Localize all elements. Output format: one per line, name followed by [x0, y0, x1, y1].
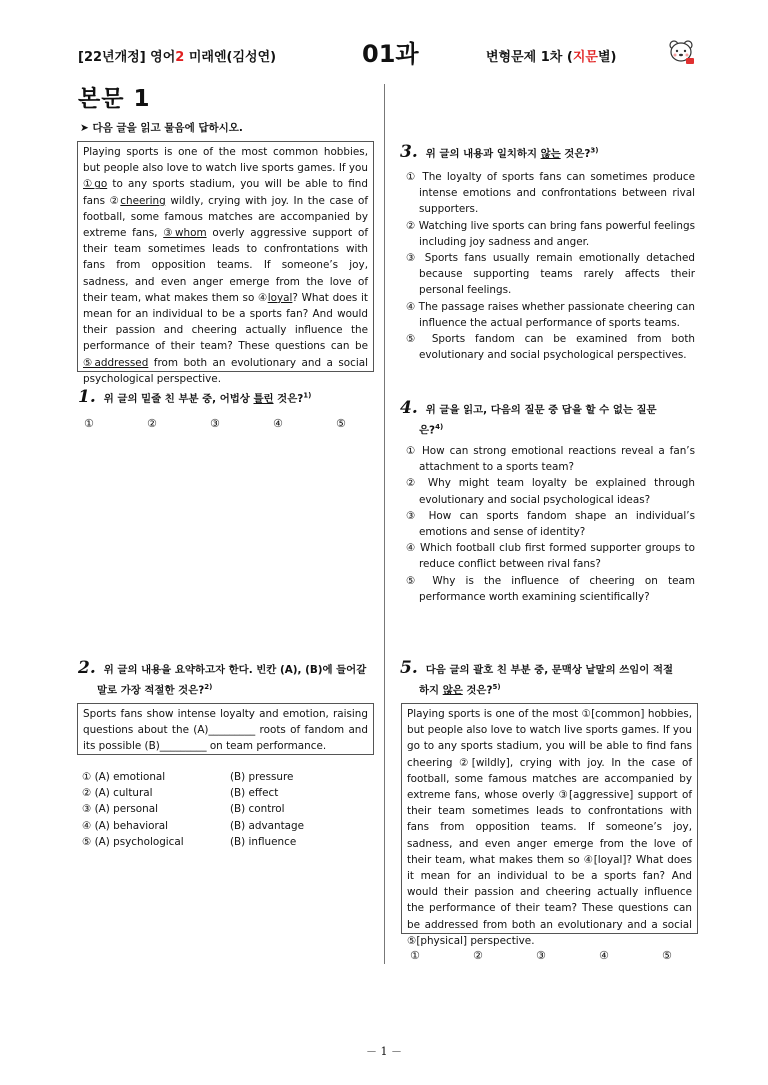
q5-passage: Playing sports is one of the most ①[common] hobbies, but people also love to watch live sports games. If you go to any sports stadium, you will be able to find fans cheering ②[wildly], crying with joy. In the case of football, some famous matches are accompanied by extreme fans, whose overly ③[aggressive] support of their team sometimes leads to confrontations with fans from opposition teams. If someone’s joy, sadness, and even anger emerge from the love of their team, what makes them so ④[loyal]? What does it mean for an individual to be a sports fan? And would their passion and cheering actually influence the performance of their team? These questions can be addressed from both an evolutionary and a social ⑤[physical] perspective. — [401, 703, 698, 934]
option-row[interactable]: ⑤ (A) psychological (B) influence — [82, 835, 297, 848]
main-passage: Playing sports is one of the most common hobbies, but people also love to watch live sports games. If you ①go to any sports stadium, you will be able to find fans ②cheering wildly, crying with joy. In the case of football, some famous matches are accompanied by extreme fans, ③whom overly aggressive support of their team sometimes leads to confrontations with fans from opposition teams. If someone’s joy, sadness, and even anger emerge from the love of their team, what makes them so ④loyal? What does it mean for an individual to be a sports fan? And would their passion and cheering actually influence the performance of their team? These questions can be ⑤addressed from both an evolutionary and a social psychological perspective. — [77, 141, 374, 372]
choice[interactable]: ① — [84, 417, 94, 430]
choice[interactable]: ④ — [273, 417, 283, 430]
choice[interactable]: ② — [473, 949, 483, 962]
option-row[interactable]: ③ (A) personal (B) control — [82, 803, 285, 816]
column-divider — [384, 84, 385, 964]
underline-3: ③whom — [163, 227, 207, 240]
choice[interactable]: ① — [410, 949, 420, 962]
header-book-info: [22년개정] 영어2 미래엔(김성연) — [78, 50, 277, 65]
q2-summary-box: Sports fans show intense loyalty and emotion, raising questions about the (A)_________ roots of fandom and its possible (B)_________ on team performance. — [77, 703, 374, 755]
page-header — [78, 40, 692, 70]
option[interactable]: ③ Sports fans usually remain emotionally detached because supporting teams rarely affects their personal feelings. — [406, 252, 695, 297]
option-row[interactable]: ② (A) cultural (B) effect — [82, 787, 279, 800]
question-3: 3. 위 글의 내용과 일치하지 않는 것은?$^{3)}$ — [400, 142, 599, 163]
question-5: 5. 다음 글의 괄호 친 부분 중, 문맥상 낱말의 쓰임이 적절 하지 않은 것은?$^{5)}$ — [400, 658, 674, 697]
underline-4: loyal — [267, 291, 293, 304]
option[interactable]: ④ The passage raises whether passionate cheering can influence the actual performance of sports teams. — [406, 300, 695, 329]
question-2: 2. 위 글의 내용을 요약하고자 한다. 빈칸 (A), (B)에 들어갈 말로 가장 적절한 것은?$^{2)}$ — [78, 658, 367, 697]
option[interactable]: ① How can strong emotional reactions reveal a fan’s attachment to a sports team? — [406, 445, 695, 474]
bear-mascot-icon — [666, 36, 696, 66]
lesson-title: 01과 — [362, 40, 419, 68]
q1-choices — [84, 417, 399, 430]
option[interactable]: ③ How can sports fandom shape an individual’s emotions and sense of identity? — [406, 509, 695, 539]
choice[interactable]: ④ — [599, 949, 609, 962]
page-number: － 1 － — [366, 1045, 402, 1058]
section-title: 본문 1 — [78, 86, 151, 112]
choice[interactable]: ③ — [536, 949, 546, 962]
q4-options — [406, 443, 695, 605]
underline-2: cheering — [120, 194, 166, 207]
header-test-type: 변형문제 1차 (지문별) — [486, 50, 617, 65]
instruction: ➤ 다음 글을 읽고 물음에 답하시오. — [80, 122, 243, 134]
question-1: 1. 위 글의 밑줄 친 부분 중, 어법상 틀린 것은?$^{1)}$ — [78, 387, 312, 408]
underline-1: ①go — [83, 178, 108, 191]
option[interactable]: ② Why might team loyalty be explained through evolutionary and social psychological ideas? — [406, 477, 695, 506]
choice[interactable]: ② — [147, 417, 157, 430]
underline-5: ⑤addressed — [83, 356, 149, 369]
question-4: 4. 위 글을 읽고, 다음의 질문 중 답을 할 수 없는 질문 은?$^{4)}$ — [400, 398, 657, 437]
choice[interactable]: ③ — [210, 417, 220, 430]
choice[interactable]: ⑤ — [336, 417, 346, 430]
option-row[interactable]: ④ (A) behavioral (B) advantage — [82, 819, 305, 832]
q3-options — [406, 169, 695, 363]
option[interactable]: ① The loyalty of sports fans can sometimes produce intense emotions and confrontations between rival supporters. — [406, 171, 695, 216]
q2-options — [82, 769, 304, 850]
q5-choices — [410, 949, 725, 962]
option-row[interactable]: ① (A) emotional (B) pressure — [82, 771, 294, 783]
option[interactable]: ② Watching live sports can bring fans powerful feelings including joy sadness and anger. — [406, 219, 695, 248]
option[interactable]: ⑤ Why is the influence of cheering on team performance worth examining scientifically? — [406, 574, 695, 603]
choice[interactable]: ⑤ — [662, 949, 672, 962]
option[interactable]: ⑤ Sports fandom can be examined from both evolutionary and social psychological perspectives. — [406, 333, 695, 362]
option[interactable]: ④ Which football club first formed supporter groups to reduce conflict between rival fans? — [406, 542, 695, 571]
